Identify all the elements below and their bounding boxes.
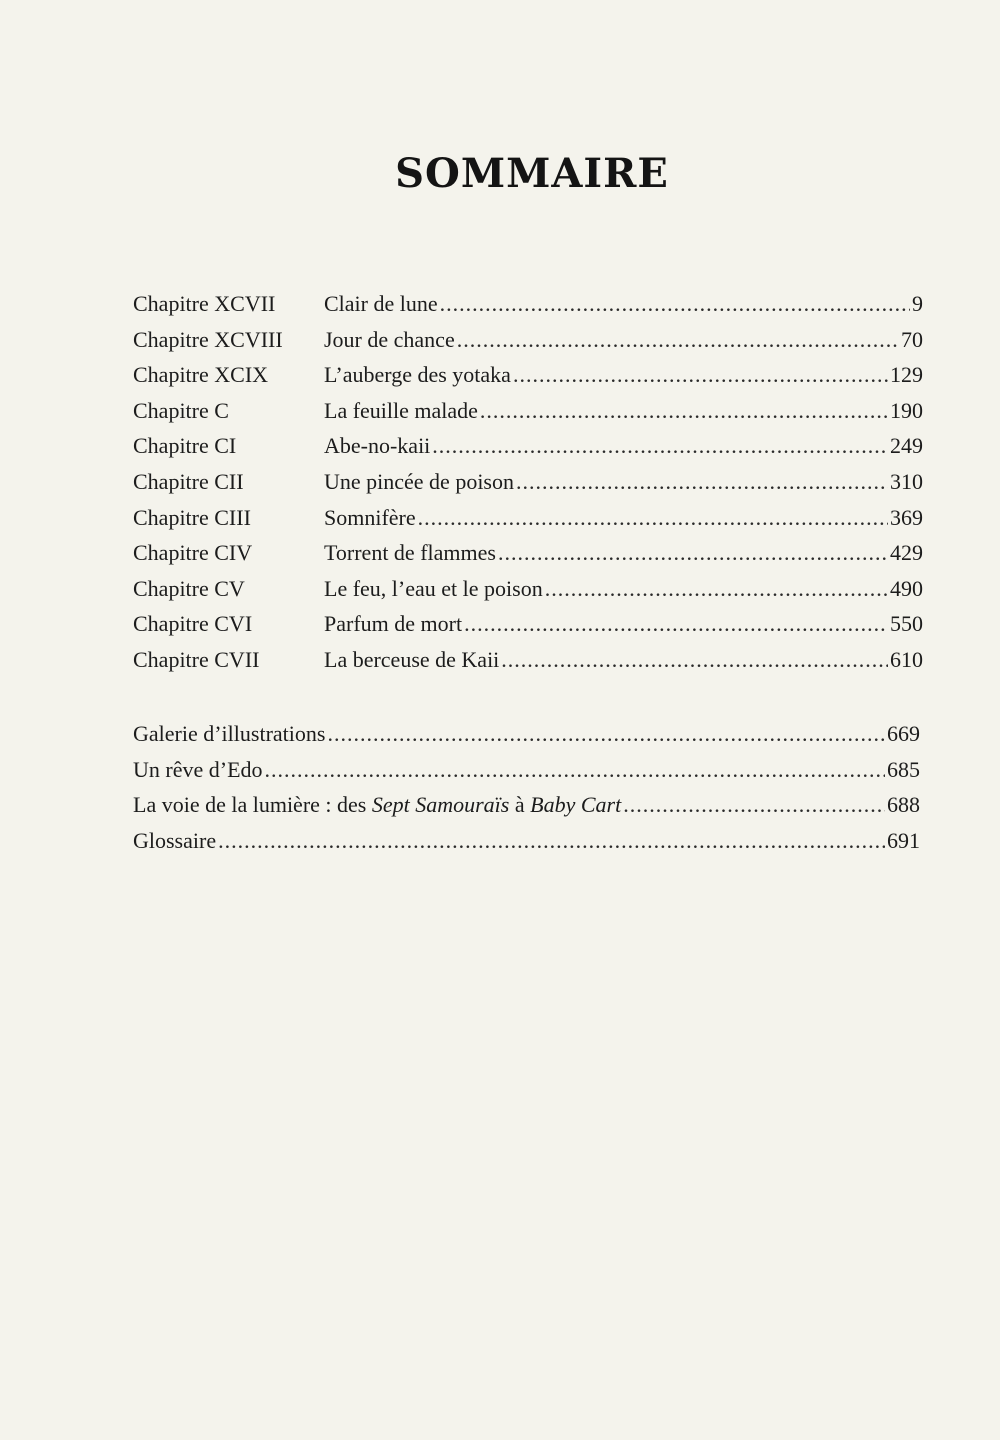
page-number: 691 — [887, 827, 920, 853]
dot-leader — [623, 787, 885, 823]
toc-row — [133, 823, 920, 859]
toc-row — [133, 571, 923, 607]
toc-row — [133, 357, 923, 393]
page-number: 190 — [890, 397, 923, 423]
appendix-title: Glossaire — [133, 827, 217, 853]
appendix-title — [133, 787, 621, 823]
toc-row — [133, 428, 923, 464]
toc-row — [133, 535, 923, 571]
chapter-title: Somnifère — [324, 504, 416, 530]
chapter-number: Chapitre XCVIII — [133, 326, 283, 352]
chapter-title: Jour de chance — [324, 326, 455, 352]
dot-leader — [501, 642, 888, 678]
chapter-title: Le feu, l’eau et le poison — [324, 575, 543, 601]
chapter-number: Chapitre CV — [133, 575, 245, 601]
appendix-title-text: à — [509, 792, 531, 818]
dot-leader — [432, 428, 888, 464]
toc-row — [133, 286, 923, 322]
dot-leader — [457, 322, 899, 358]
toc-row — [133, 606, 923, 642]
page-number: 249 — [890, 433, 923, 459]
dot-leader — [545, 571, 888, 607]
page-number: 9 — [912, 291, 923, 316]
chapter-number: Chapitre C — [133, 397, 229, 423]
page-number: 685 — [887, 756, 920, 782]
chapter-number: Chapitre CVII — [133, 646, 260, 672]
chapter-number: Chapitre CIV — [133, 540, 253, 566]
dot-leader — [498, 535, 888, 571]
chapter-number: Chapitre CVI — [133, 611, 253, 637]
chapter-title: La feuille malade — [324, 397, 478, 423]
film-title-seven-samurai: Sept Samouraïs — [371, 792, 510, 818]
page-number: 429 — [890, 540, 923, 566]
appendix-title-text: La voie de la lumière : des — [133, 792, 372, 818]
toc-row — [133, 787, 920, 823]
chapter-list — [133, 286, 923, 678]
page-number: 550 — [890, 611, 923, 637]
chapter-title: Parfum de mort — [324, 611, 463, 637]
dot-leader — [516, 464, 888, 500]
page-title: SOMMAIRE — [395, 150, 669, 197]
chapter-title: La berceuse de Kaii — [324, 646, 500, 672]
chapter-number: Chapitre CII — [133, 468, 244, 494]
chapter-title: L’auberge des yotaka — [324, 362, 511, 388]
film-title-baby-cart: Baby Cart — [530, 792, 622, 818]
toc-row — [133, 500, 923, 536]
toc-row — [133, 464, 923, 500]
page-number: 610 — [890, 646, 923, 672]
toc-row — [133, 642, 923, 678]
dot-leader — [218, 823, 885, 859]
chapter-number: Chapitre CIII — [133, 504, 251, 530]
dot-leader — [513, 357, 888, 393]
page-number: 688 — [887, 792, 920, 818]
toc-row — [133, 393, 923, 429]
page-number: 70 — [901, 326, 923, 352]
dot-leader — [480, 393, 888, 429]
page-number: 369 — [890, 504, 923, 530]
page-number: 669 — [887, 721, 920, 746]
dot-leader — [464, 606, 888, 642]
toc-row — [133, 322, 923, 358]
toc-row — [133, 752, 920, 788]
toc-row — [133, 716, 920, 752]
chapter-title: Torrent de flammes — [324, 540, 496, 566]
appendix-list — [133, 716, 920, 858]
chapter-title: Une pincée de poison — [324, 468, 514, 494]
appendix-title: Galerie d’illustrations — [133, 721, 326, 746]
page-number: 310 — [890, 468, 923, 494]
appendix-title: Un rêve d’Edo — [133, 756, 263, 782]
dot-leader — [418, 500, 888, 536]
dot-leader — [265, 752, 885, 788]
chapter-number: Chapitre XCVII — [133, 291, 276, 316]
dot-leader — [327, 716, 885, 752]
dot-leader — [440, 286, 910, 322]
chapter-number: Chapitre CI — [133, 433, 237, 459]
chapter-title: Abe-no-kaii — [324, 433, 431, 459]
chapter-number: Chapitre XCIX — [133, 362, 269, 388]
page-number: 490 — [890, 575, 923, 601]
page-number: 129 — [890, 362, 923, 388]
chapter-title: Clair de lune — [324, 291, 438, 316]
